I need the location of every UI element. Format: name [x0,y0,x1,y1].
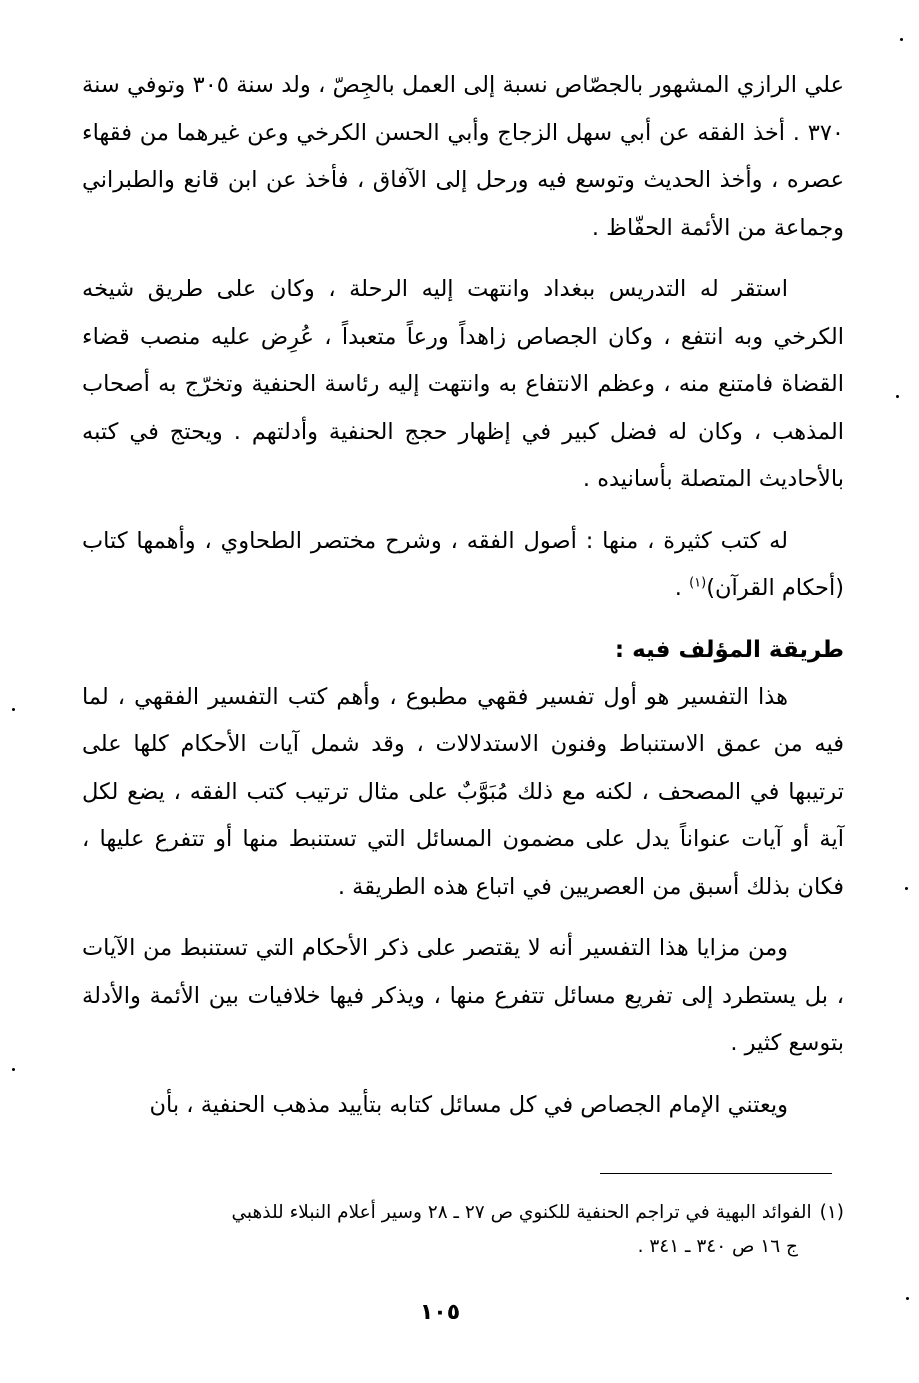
footnote-line [82,1196,844,1230]
margin-mark [900,38,903,41]
paragraph-text: ويعتني الإمام الجصاص في كل مسائل كتابه بتأييد مذهب الحنفية ، بأن [149,1091,788,1118]
footnote-number: (١) [819,1202,844,1223]
paragraph-text: علي الرازي المشهور بالجصّاص نسبة إلى العمل بالجِصّ ، ولد سنة ٣٠٥ وتوفي سنة ٣٧٠ . أخذ الفقه عن أبي سهل الزجاج وأبي الحسن الكرخي وعن غيرهما من فقهاء عصره ، وأخذ الحديث وتوسع فيه ورحل إلى الآفاق ، فأخذ عن ابن قانع والطبراني وجماعة من الأئمة الحفّاظ . [82,72,844,241]
paragraph-tail: . [674,575,690,601]
margin-mark [12,1068,15,1071]
margin-mark [12,708,15,711]
paragraph-text: استقر له التدريس ببغداد وانتهت إليه الرحلة ، وكان على طريق شيخه الكرخي وبه انتفع ، وكان الجصاص زاهداً ورعاً متعبداً ، عُرِض عليه منصب قضاء القضاة فامتنع منه ، وعظم الانتفاع به وانتهت إليه رئاسة الحنفية وتخرّج به أصحاب المذهب ، وكان له فضل كبير في إظهار حجج الحنفية وأدلتهم . ويحتج في كتبه بالأحاديث المتصلة بأسانيده . [82,276,844,492]
margin-mark [896,395,899,398]
paragraph-biography [82,62,844,252]
page-number: ١٠٥ [419,1300,461,1325]
section-heading: طريقة المؤلف فيه : [614,636,844,663]
margin-mark [905,887,908,890]
paragraph-madhhab [82,1082,844,1130]
paragraph-method [82,674,844,912]
page-body [82,62,844,1143]
footnote-line [82,1230,844,1264]
paragraph-text: له كتب كثيرة ، منها : أصول الفقه ، وشرح مختصر الطحاوي ، وأهمها كتاب (أحكام القرآن) [82,527,844,601]
paragraph-text: هذا التفسير هو أول تفسير فقهي مطبوع ، وأهم كتب التفسير الفقهي ، لما فيه من عمق الاستنباط وفنون الاستدلالات ، وقد شمل آيات الأحكام كلها على ترتيبها في المصحف ، لكنه مع ذلك مُبَوَّبٌ على مثال ترتيب كتب الفقه ، يضع لكل آية أو آيات عنواناً يدل على مضمون المسائل التي تستنبط منها أو تتفرع عليها ، فكان بذلك أسبق من العصريين في اتباع هذه الطريقة . [82,683,844,900]
paragraph-text: ومن مزايا هذا التفسير أنه لا يقتصر على ذكر الأحكام التي تستنبط من الآيات ، بل يستطرد إلى تفريع مسائل تتفرع منها ، ويذكر فيها خلافيات بين الأئمة والأدلة بتوسع كثير . [82,935,844,1056]
footnote-reference: (١) [689,575,707,591]
footnote-divider [600,1173,832,1174]
footnote [82,1196,844,1264]
paragraph-career [82,266,844,504]
footnote-text: الفوائد البهية في تراجم الحنفية للكنوي ص ٢٧ ـ ٢٨ وسير أعلام النبلاء للذهبي [231,1202,812,1223]
paragraph-merits [82,925,844,1068]
paragraph-works [82,518,844,613]
footnote-text: ج ١٦ ص ٣٤٠ ـ ٣٤١ . [637,1236,798,1257]
margin-mark [906,1297,909,1300]
